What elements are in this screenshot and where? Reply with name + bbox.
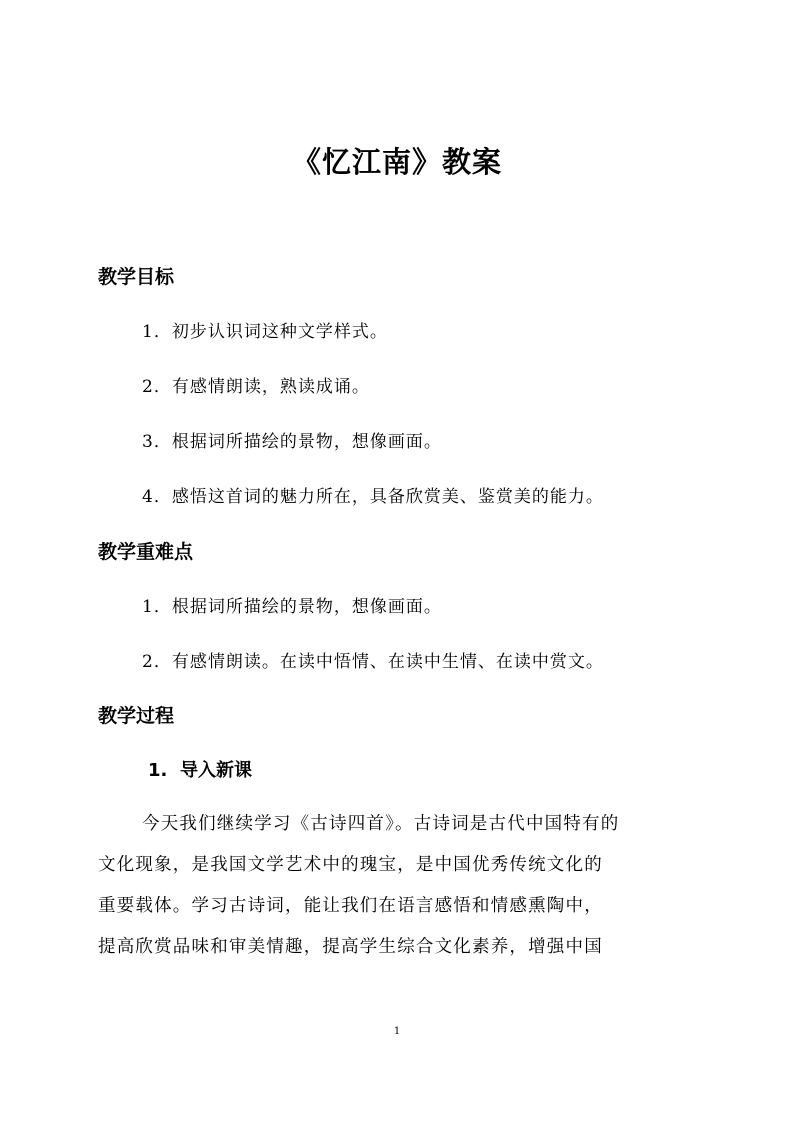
paragraph-line: 文化现象，是我国文学艺术中的瑰宝，是中国优秀传统文化的 [98,855,603,875]
goal-item: 3．根据词所描绘的景物，想像画面。 [142,432,442,452]
section-heading-goals: 教学目标 [98,266,175,288]
subheading-number: 1. [148,760,168,781]
subheading-title: 导入新课 [180,760,252,781]
page-number: 1 [393,1026,401,1037]
goal-item: 1．初步认识词这种文学样式。 [142,322,388,342]
paragraph-line: 重要载体。学习古诗词，能让我们在语言感悟和情感熏陶中， [98,896,603,916]
section-heading-process: 教学过程 [98,705,175,727]
section-heading-difficulties: 教学重难点 [98,541,194,563]
process-subheading [148,756,252,782]
difficulty-item: 1．根据词所描绘的景物，想像画面。 [142,597,442,617]
difficulty-item: 2．有感情朗读。在读中悟情、在读中生情、在读中赏文。 [142,652,604,672]
goal-item: 4．感悟这首词的魅力所在，具备欣赏美、鉴赏美的能力。 [142,487,604,507]
document-title: 《忆江南》教案 [291,145,502,179]
paragraph-line: 提高欣赏品味和审美情趣，提高学生综合文化素养，增强中国 [98,937,603,957]
goal-item: 2．有感情朗读，熟读成诵。 [142,377,370,397]
paragraph-line: 今天我们继续学习《古诗四首》。古诗词是古代中国特有的 [142,814,620,834]
